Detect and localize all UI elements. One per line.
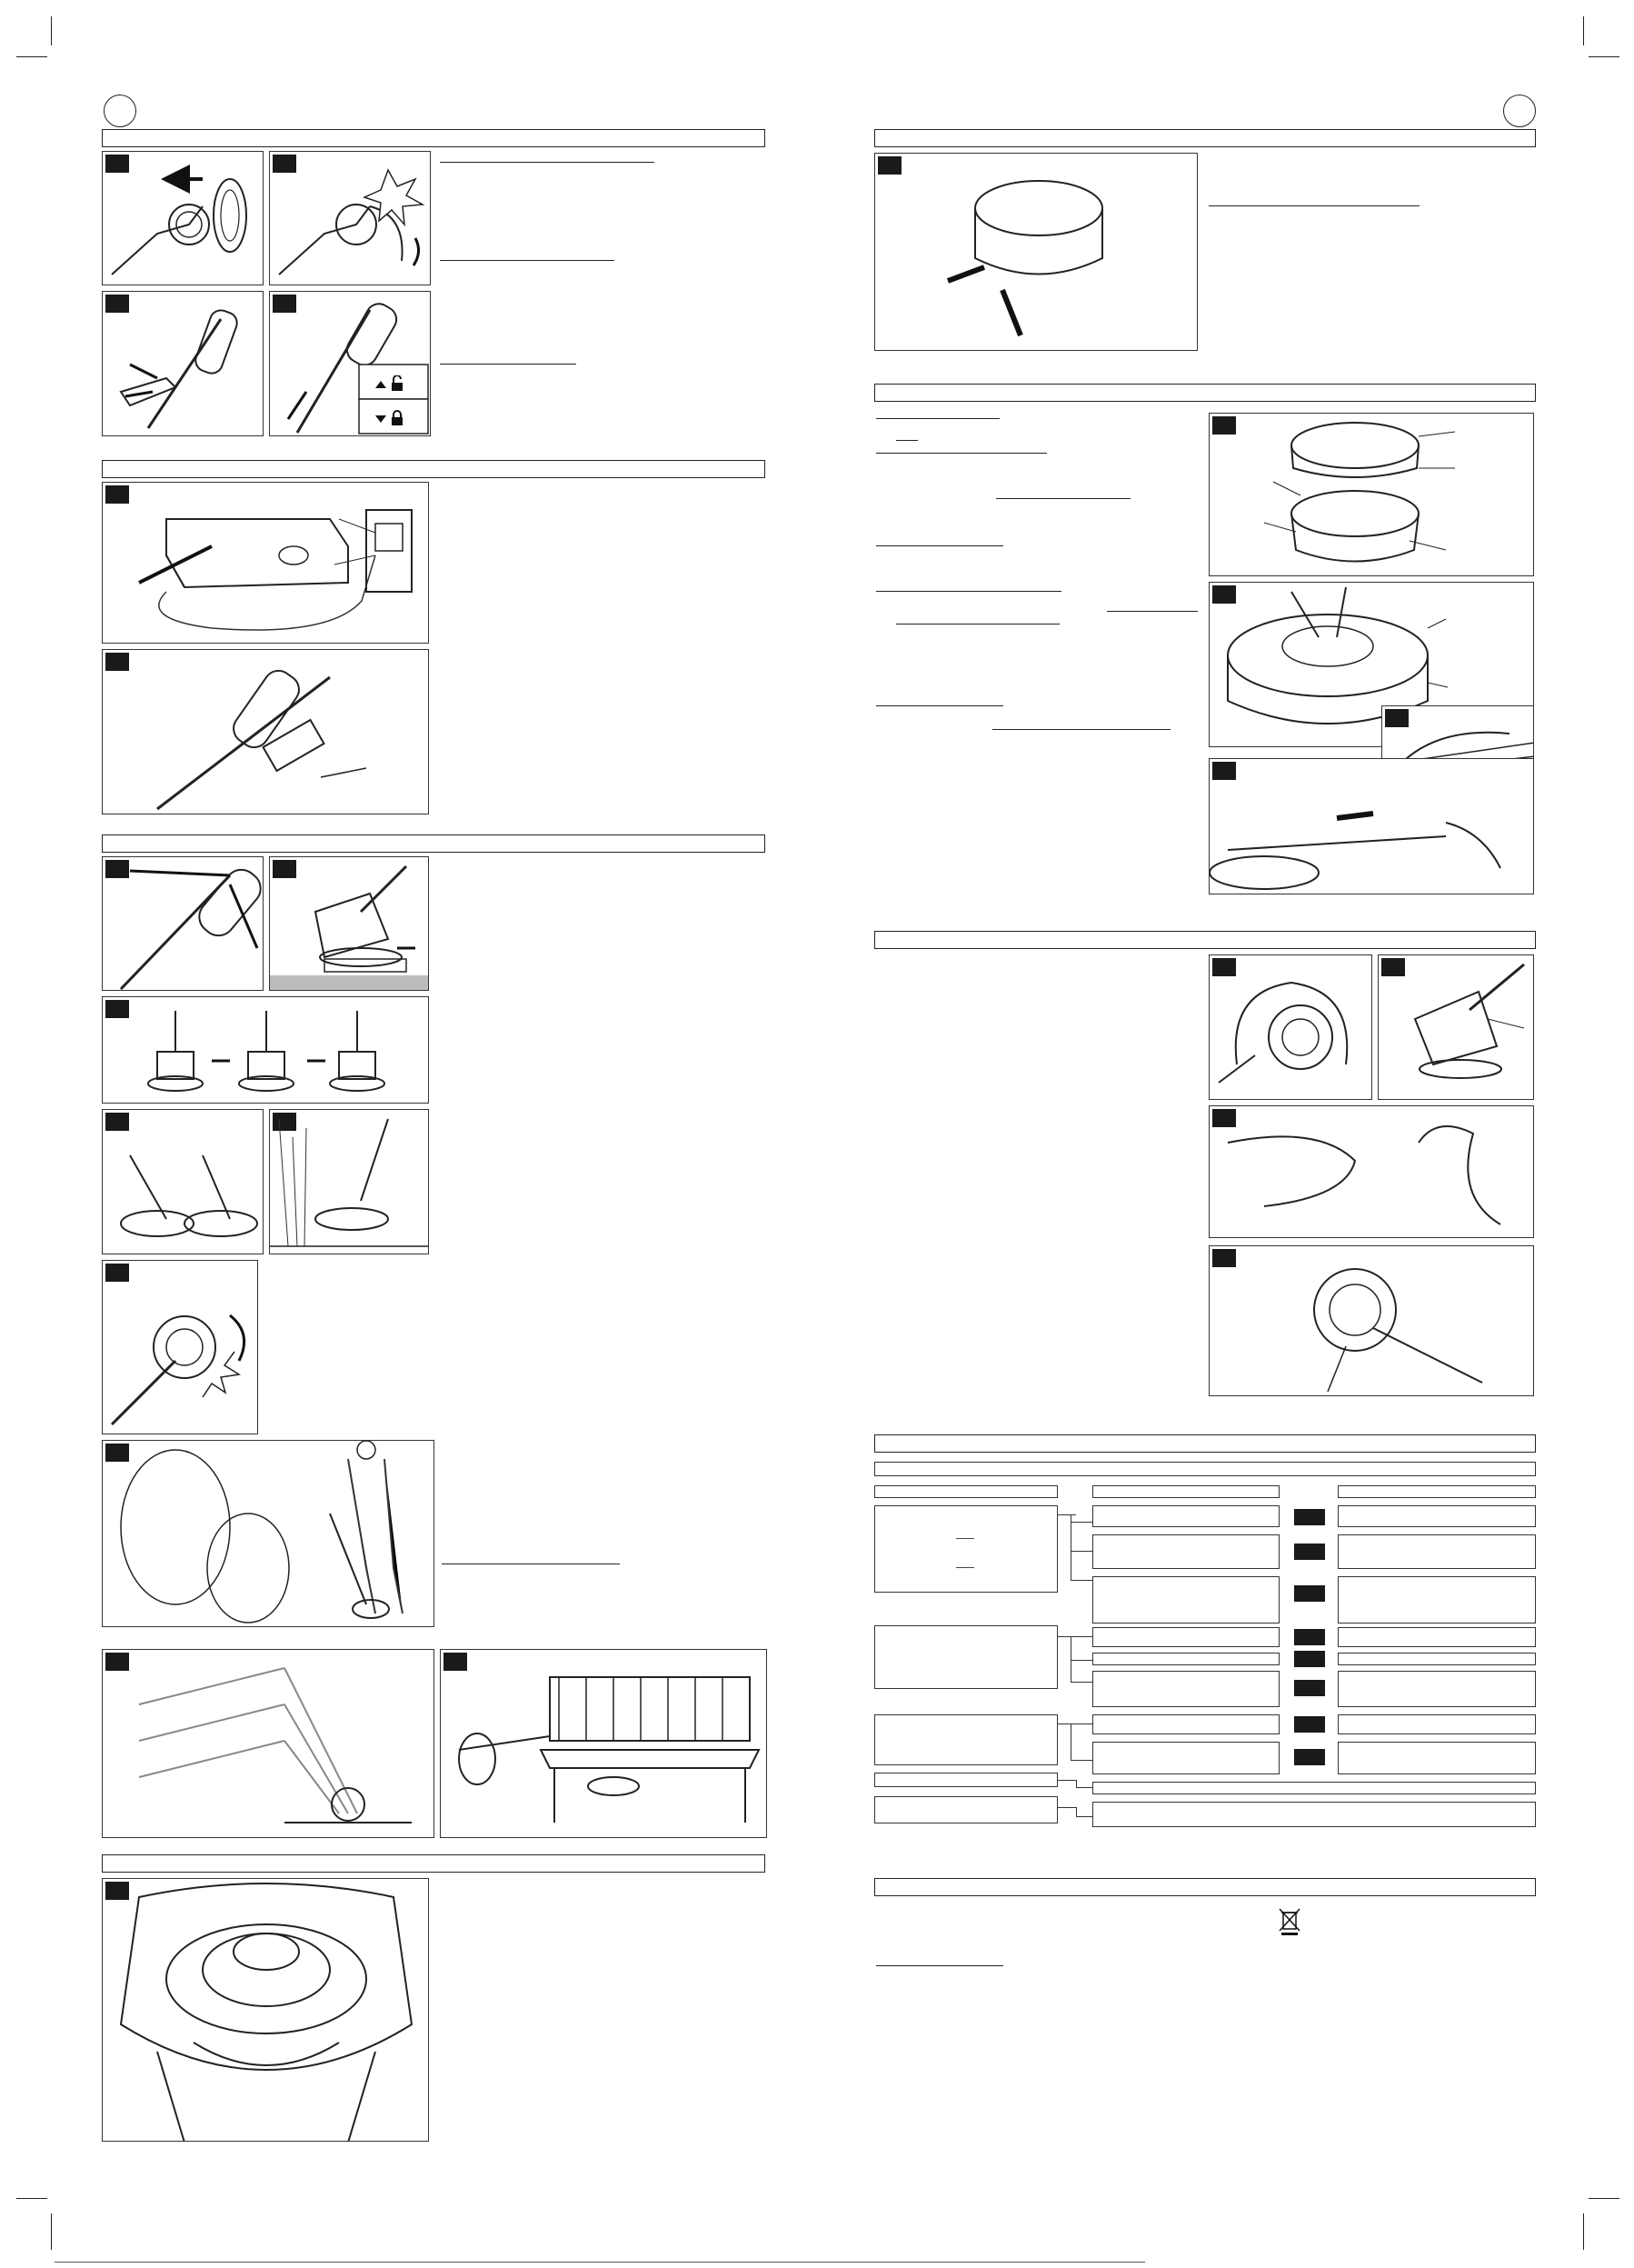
figure-panel-2 xyxy=(269,151,431,285)
connector xyxy=(1071,1551,1092,1552)
spool-underside-illustration xyxy=(103,1879,429,2142)
figure-panel-clean-guard xyxy=(1209,954,1372,1100)
charger-illustration xyxy=(103,483,429,644)
clean-spool-illustration xyxy=(1210,1246,1534,1396)
text-line xyxy=(876,545,1003,546)
text-line xyxy=(896,440,918,441)
section-title xyxy=(875,134,881,145)
figure-panel-storage xyxy=(440,1649,767,1838)
text-line xyxy=(440,364,576,365)
section-header-rewind xyxy=(874,384,1536,402)
figure-panel-guard xyxy=(102,1260,258,1434)
handle-guard-illustration xyxy=(103,152,264,285)
connector xyxy=(1071,1760,1092,1761)
figure-panel-3 xyxy=(102,291,264,436)
crop-mark xyxy=(1589,2198,1619,2199)
crop-mark xyxy=(1583,2213,1584,2250)
section-header-environment xyxy=(874,1878,1536,1896)
text-line xyxy=(1209,205,1420,206)
switch-illustration xyxy=(103,857,264,991)
edging-grass-illustration xyxy=(270,1110,429,1254)
connector xyxy=(1058,1780,1076,1781)
text-line xyxy=(440,162,654,163)
figure-panel-head-rotate xyxy=(102,996,429,1104)
figure-panel-spool-parts xyxy=(1209,413,1534,576)
handle-adjust-illustration xyxy=(103,1650,434,1838)
section-title xyxy=(103,465,108,475)
figure-panel-clean-vents xyxy=(1378,954,1534,1100)
spool-cover-illustration xyxy=(875,154,1198,351)
reference-badge xyxy=(1294,1749,1325,1765)
column-header-problem xyxy=(874,1485,1058,1498)
connector xyxy=(1058,1807,1076,1808)
figure-panel-1 xyxy=(102,151,264,285)
section-title xyxy=(875,388,881,399)
text-line xyxy=(876,591,1061,592)
text-line xyxy=(956,1538,974,1539)
text-line xyxy=(440,260,614,261)
connector xyxy=(1076,1787,1092,1788)
unlock-icon xyxy=(372,375,408,392)
connector xyxy=(1071,1522,1092,1523)
guard-click-illustration xyxy=(270,152,431,285)
section-title xyxy=(103,1859,108,1870)
guard-wheel-illustration xyxy=(103,1261,258,1434)
text-line xyxy=(876,453,1047,454)
problem-box xyxy=(874,1625,1058,1689)
spool-exploded-illustration xyxy=(1210,414,1534,576)
text-line xyxy=(956,1567,974,1568)
connector xyxy=(1071,1682,1092,1683)
reference-badge xyxy=(1294,1651,1325,1667)
solution-wide-box xyxy=(1092,1802,1536,1827)
section-title xyxy=(103,134,108,145)
figure-panel-wheel-a xyxy=(102,1109,264,1254)
problem-box xyxy=(874,1773,1058,1787)
text-line xyxy=(876,418,1000,419)
problem-box xyxy=(874,1714,1058,1765)
text-line xyxy=(876,705,1003,706)
reference-badge xyxy=(1294,1629,1325,1645)
section-title xyxy=(875,935,881,946)
solution-box xyxy=(1338,1742,1536,1774)
reference-badge xyxy=(1294,1585,1325,1602)
text-line xyxy=(992,729,1171,730)
solution-box xyxy=(1338,1627,1536,1647)
crop-mark xyxy=(1583,16,1584,45)
crossed-bin-icon xyxy=(1278,1907,1301,1936)
crop-mark xyxy=(51,2213,52,2250)
reference-badge xyxy=(1294,1509,1325,1525)
crop-mark xyxy=(16,2198,47,2199)
connector xyxy=(1071,1660,1092,1661)
section-header-spool-removal xyxy=(874,129,1536,147)
section-header-assembly xyxy=(102,129,765,147)
reference-badge xyxy=(1294,1680,1325,1696)
reference-badge xyxy=(1294,1544,1325,1560)
cause-box xyxy=(1092,1505,1280,1527)
solution-box xyxy=(1338,1576,1536,1624)
section-header-line-feed xyxy=(102,1854,765,1873)
figure-panel-spool-view xyxy=(102,1878,429,2142)
figure-panel-switch xyxy=(102,856,264,991)
figure-panel-clean-spool xyxy=(1209,1245,1534,1396)
connector xyxy=(1076,1816,1092,1817)
problem-box xyxy=(874,1796,1058,1823)
wheel-adjust-illustration xyxy=(103,1110,264,1254)
connector xyxy=(1071,1723,1092,1724)
line-insert-illustration xyxy=(1210,759,1534,894)
section-title xyxy=(103,839,108,850)
text-line xyxy=(996,498,1131,499)
solution-box xyxy=(1338,1653,1536,1665)
column-header-cause xyxy=(1092,1485,1280,1498)
figure-panel-wheel-b xyxy=(269,1109,429,1254)
reference-badge xyxy=(1294,1716,1325,1733)
section-header-maintenance xyxy=(874,931,1536,949)
section-header-troubleshooting xyxy=(874,1434,1536,1453)
crop-mark xyxy=(1589,56,1619,57)
figure-panel-edging-scene xyxy=(102,1440,434,1627)
connector xyxy=(1076,1807,1077,1816)
connector xyxy=(1076,1780,1077,1787)
solution-box xyxy=(1338,1534,1536,1569)
cause-box xyxy=(1092,1653,1280,1665)
figure-panel-spool-cover xyxy=(874,153,1198,351)
connector xyxy=(1071,1580,1092,1581)
edging-scene-illustration xyxy=(103,1441,434,1627)
figure-panel-handle-adjust xyxy=(102,1649,434,1838)
handle-attach-illustration xyxy=(103,292,264,436)
figure-panel-line-insert xyxy=(1209,758,1534,894)
solution-box xyxy=(1338,1671,1536,1707)
figure-panel-edge-mode xyxy=(269,856,429,991)
clean-vents-illustration xyxy=(1379,955,1534,1100)
registration-circle-left xyxy=(104,95,136,127)
cause-box xyxy=(1092,1714,1280,1734)
solution-box xyxy=(1338,1714,1536,1734)
registration-circle-right xyxy=(1503,95,1536,127)
head-rotation-illustration xyxy=(103,997,429,1104)
section-title xyxy=(875,1439,881,1450)
solution-wide-box xyxy=(1092,1782,1536,1794)
problem-box xyxy=(874,1505,1058,1593)
text-line xyxy=(876,1965,1003,1966)
figure-panel-charger xyxy=(102,482,429,644)
figure-panel-battery xyxy=(102,649,429,814)
clean-handle-illustration xyxy=(1210,1106,1534,1238)
battery-insert-illustration xyxy=(103,650,429,814)
cause-box xyxy=(1092,1534,1280,1569)
clean-guard-illustration xyxy=(1210,955,1372,1100)
lock-icon xyxy=(372,410,408,426)
figure-panel-4 xyxy=(269,291,431,436)
text-line xyxy=(1107,611,1198,612)
figure-panel-clean-handle xyxy=(1209,1105,1534,1238)
connector xyxy=(1071,1636,1092,1637)
cause-box xyxy=(1092,1671,1280,1707)
table-subheader xyxy=(874,1462,1536,1476)
connector xyxy=(1058,1514,1076,1515)
storage-bench-illustration xyxy=(441,1650,767,1838)
crop-mark xyxy=(16,56,47,57)
crop-mark xyxy=(51,16,52,45)
section-header-charging xyxy=(102,460,765,478)
bottom-rule xyxy=(55,2262,1145,2263)
section-header-operation xyxy=(102,834,765,853)
cause-box xyxy=(1092,1627,1280,1647)
cause-box xyxy=(1092,1576,1280,1624)
solution-box xyxy=(1338,1505,1536,1527)
edge-mode-illustration xyxy=(270,857,429,991)
column-header-solution xyxy=(1338,1485,1536,1498)
section-title xyxy=(875,1883,881,1893)
cause-box xyxy=(1092,1742,1280,1774)
